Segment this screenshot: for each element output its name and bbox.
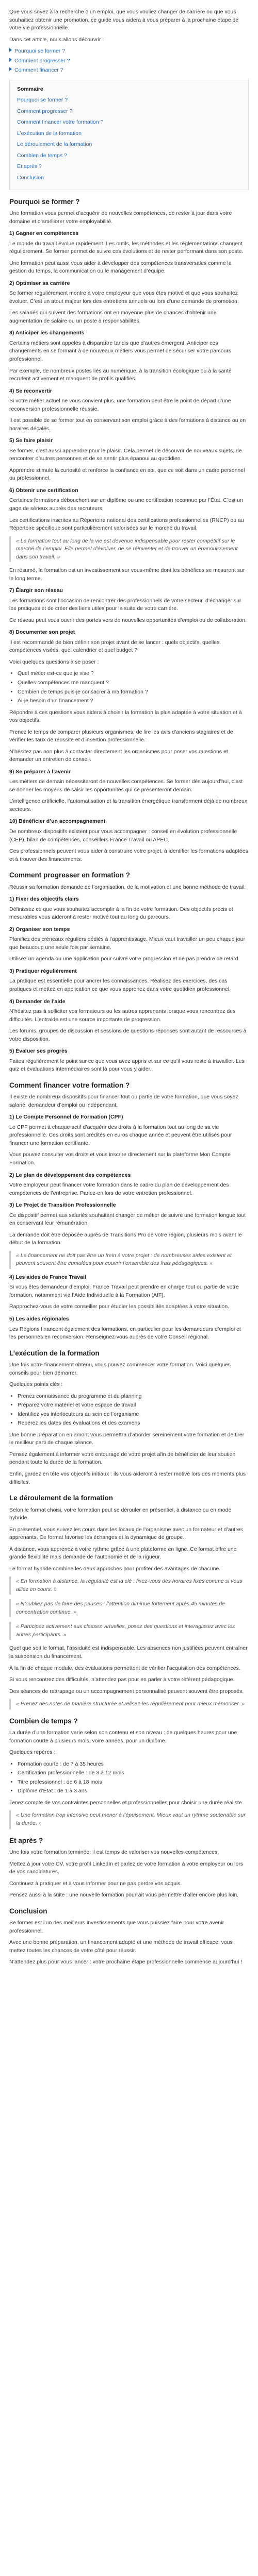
paragraph: Continuez à pratiquer et à vous informer pour ne pas perdre vos acquis. [9,1880,182,1887]
paragraph: Planifiez des créneaux réguliers dédiés à l’apprentissage. Mieux vaut travailler un peu chaque jour que beaucoup une seule fois par semaine. [9,936,246,951]
intro-paragraph: Que vous soyez à la recherche d’un emploi, que vous vouliez changer de carrière ou que vous souhaitiez obtenir une promotion, ce guide vous aidera à vous préparer à la prochaine étape de votre vie professionnelle. [9,9,239,31]
section-heading: Et après ? [9,1836,43,1844]
list-item: • Repérez les dates des évaluations et des examens [18,1419,249,1428]
triangle-icon [9,48,12,52]
paragraph: Les salariés qui suivent des formations ont en moyenne plus de chances d’obtenir une augmentation de salaire ou un poste à responsabilités. [9,310,217,324]
section-heading: Pourquoi se former ? [9,197,80,206]
list-item: • Combien de temps puis-je consacrer à ma formation ? [18,688,249,697]
paragraph: Utilisez un agenda ou une application pour suivre votre progression et ne pas prendre de retard. [9,956,240,962]
subheading: 3) Anticiper les changements [9,330,85,336]
paragraph: Se former régulièrement montre à votre employeur que vous êtes motivé et que vous souhaitez évoluer. C’est un atout majeur lors des entretiens annuels ou lors d’une demande de promotion. [9,290,239,304]
toc-link[interactable]: Comment financer votre formation ? [17,119,104,126]
list-item: • Identifiez vos interlocuteurs au sein de l’organisme [18,1411,249,1419]
section-heading: L’exécution de la formation [9,1349,100,1357]
paragraph: La durée d’une formation varie selon son contenu et son niveau : de quelques heures pour une formation courte à plusieurs mois, voire années, pour un diplôme. [9,1730,237,1744]
paragraph: Ces professionnels peuvent vous aider à construire votre projet, à identifier les formations adaptées et à trouver des financements. [9,848,248,862]
subheading: 8) Documenter son projet [9,629,75,636]
list-item: • Diplôme d’État : de 1 à 3 ans [18,1787,249,1795]
paragraph: Il existe de nombreux dispositifs pour financer tout ou partie de votre formation, que vous soyez salarié, demandeur d’emploi ou indépendant. [9,1094,238,1108]
subheading: 4) Les aides de France Travail [9,1274,86,1280]
subheading: 7) Élargir son réseau [9,587,63,594]
section-heading: Le déroulement de la formation [9,1494,114,1502]
paragraph: Le format hybride combine les deux approches pour profiter des avantages de chacune. [9,1565,221,1572]
question-link[interactable]: Comment progresser ? [9,57,249,65]
section-heading: Combien de temps ? [9,1717,78,1725]
paragraph: Une bonne préparation en amont vous permettra d’aborder sereinement votre formation et de tirer le meilleur parti de chaque séance. [9,1431,245,1446]
subheading: 2) Organiser son temps [9,926,70,933]
intro-paragraph: Dans cet article, nous allons découvrir : [9,36,104,43]
paragraph: Les Régions financent également des formations, en particulier pour les demandeurs d’emploi et les personnes en reconversion. Renseignez-vous auprès de votre Conseil régional. [9,1326,241,1341]
subheading: 3) Le Projet de Transition Professionnelle [9,1202,116,1209]
paragraph: De nombreux dispositifs existent pour vous accompagner : conseil en évolution professionnelle (CEP), bilan de compétences, conseillers France Travail ou APEC. [9,828,237,843]
paragraph: Les formations sont l’occasion de rencontrer des professionnels de votre secteur, d’échanger sur les pratiques et de créer des liens utiles pour la suite de votre carrière. [9,597,241,612]
bullet-list [9,1393,249,1428]
list-item: • Ai-je besoin d’un financement ? [18,697,249,705]
paragraph: Les métiers de demain nécessiteront de nouvelles compétences. Se former dès aujourd’hui, c’est se donner les moyens de saisir les opportunités qui se présenteront demain. [9,778,243,793]
list-item: • Titre professionnel : de 6 à 18 mois [18,1778,249,1787]
blockquote: « N’oubliez pas de faire des pauses : l’attention diminue fortement après 45 minutes de concentration continue. » [9,1599,249,1617]
paragraph: Des séances de rattrapage ou un accompagnement personnalisé peuvent souvent être proposés. [9,1688,244,1694]
paragraph: Quel que soit le format, l’assiduité est indispensable. Les absences non justifiées peuvent entraîner la suspension du financement. [9,1645,248,1660]
paragraph: Par exemple, de nombreux postes liés au numérique, à la transition écologique ou à la santé recrutent activement et manquent de profils qualifiés. [9,367,232,382]
list-item: • Préparez votre matériel et votre espace de travail [18,1401,249,1410]
toc-title: Sommaire [17,86,43,92]
question-list [9,47,249,75]
paragraph: Apprendre stimule la curiosité et renforce la confiance en soi, que ce soit dans un cadre personnel ou professionnel. [9,467,245,482]
toc-link[interactable]: Le déroulement de la formation [17,141,92,148]
paragraph: Votre employeur peut financer votre formation dans le cadre du plan de développement des compétences de l’entreprise. Parlez-en lors de votre entretien professionnel. [9,1182,229,1196]
paragraph: L’intelligence artificielle, l’automatisation et la transition énergétique transforment déjà de nombreux secteurs. [9,798,248,812]
subheading: 6) Obtenir une certification [9,487,78,494]
paragraph: N’attendez plus pour vous lancer : votre prochaine étape professionnelle commence aujourd’hui ! [9,1959,243,1965]
subheading: 2) Optimiser sa carrière [9,280,70,286]
paragraph: En résumé, la formation est un investissement sur vous-même dont les bénéfices se mesurent sur le long terme. [9,567,245,582]
paragraph: Vous pouvez consulter vos droits et vous inscrire directement sur la plateforme Mon Compte Formation. [9,1151,231,1166]
paragraph: Réussir sa formation demande de l’organisation, de la motivation et une bonne méthode de travail. [9,884,246,890]
paragraph: Le CPF permet à chaque actif d’acquérir des droits à la formation tout au long de sa vie professionnelle. Ces droits sont crédités en euros chaque année et peuvent être utilisés pour financer une formation certifiante. [9,1124,232,1146]
paragraph: Les certifications inscrites au Répertoire national des certifications professionnelles (RNCP) ou au Répertoire spécifique sont particulièrement valorisées sur le marché du travail. [9,517,244,532]
list-item: • Quelles compétences me manquent ? [18,679,249,687]
paragraph: Ce dispositif permet aux salariés souhaitant changer de métier de suivre une formation longue tout en conservant leur rémunération. [9,1212,246,1227]
paragraph: Une formation peut aussi vous aider à développer des compétences transversales comme la gestion du temps, la communication ou le management d’équipe. [9,260,232,275]
subheading: 1) Fixer des objectifs clairs [9,896,79,903]
list-item: • Certification professionnelle : de 3 à 12 mois [18,1769,249,1777]
paragraph: Tenez compte de vos contraintes personnelles et professionnelles pour choisir une durée réaliste. [9,1799,244,1806]
triangle-icon [9,67,12,71]
subheading: 5) Les aides régionales [9,1315,69,1322]
paragraph: Ce réseau peut vous ouvrir des portes vers de nouvelles opportunités d’emploi ou de collaboration. [9,617,247,623]
paragraph: N’hésitez pas à solliciter vos formateurs ou les autres apprenants lorsque vous rencontrez des difficultés. L’entraide est une source importante de progression. [9,1008,236,1023]
list-item: • Prenez connaissance du programme et du planning [18,1393,249,1401]
paragraph: Enfin, gardez en tête vos objectifs initiaux : ils vous aideront à rester motivé lors des moments plus difficiles. [9,1470,246,1485]
section-heading: Conclusion [9,1907,47,1915]
section-heading: Comment financer votre formation ? [9,1081,130,1089]
blockquote: « Participez activement aux classes virtuelles, posez des questions et interagissez avec les autres participants. » [9,1622,249,1640]
question-link[interactable]: Pourquoi se former ? [9,47,249,56]
paragraph: Une formation vous permet d’acquérir de nouvelles compétences, de rester à jour dans votre domaine et d’améliorer votre employabilité. [9,210,232,225]
paragraph: Selon le format choisi, votre formation peut se dérouler en présentiel, à distance ou en mode hybride. [9,1506,232,1521]
triangle-icon [9,58,12,62]
toc-link[interactable]: Et après ? [17,163,42,170]
bullet-list [9,1760,249,1795]
paragraph: Certains métiers sont appelés à disparaître tandis que d’autres émergent. Anticiper ces changements en se formant à de nouveaux métiers vous permet de sécuriser votre parcours professionnel. [9,340,232,363]
blockquote: « En formation à distance, la régularité est la clé : fixez-vous des horaires fixes comme si vous alliez en cours. » [9,1577,249,1595]
subheading: 1) Gagner en compétences [9,230,79,237]
paragraph: Pensez aussi à la suite : une nouvelle formation pourrait vous permettre d’aller encore plus loin. [9,1892,239,1899]
subheading: 4) Se reconvertir [9,387,52,394]
list-item: • Formation courte : de 7 à 35 heures [18,1760,249,1769]
blockquote: « Le financement ne doit pas être un frein à votre projet : de nombreuses aides existent et peuvent souvent être cumulées pour couvrir l’ensemble des frais pédagogiques. » [9,1251,249,1269]
paragraph: Répondre à ces questions vous aidera à choisir la formation la plus adaptée à votre situation et à vos objectifs. [9,709,242,724]
paragraph: Il est recommandé de bien définir son projet avant de se lancer : quels objectifs, quelles compétences visées, quel calendrier et quel budget ? [9,639,220,654]
paragraph: Avec une bonne préparation, un financement adapté et une méthode de travail efficace, vous mettez toutes les chances de votre côté pour réussir. [9,1939,233,1954]
subheading: 3) Pratiquer régulièrement [9,968,77,974]
toc-link[interactable]: Combien de temps ? [17,152,67,159]
paragraph: Les forums, groupes de discussion et sessions de questions-réponses sont autant de ressources à votre disposition. [9,1028,247,1042]
paragraph: Quelques points clés : [9,1381,63,1388]
paragraph: À distance, vous apprenez à votre rythme grâce à une plateforme en ligne. Ce format offre une grande flexibilité mais demande de l’autonomie et de la rigueur. [9,1546,237,1561]
paragraph: Si vous rencontrez des difficultés, n’attendez pas pour en parler à votre référent pédagogique. [9,1676,235,1683]
toc-link[interactable]: Conclusion [17,174,44,181]
subheading: 1) Le Compte Personnel de Formation (CPF) [9,1114,123,1121]
blockquote: « Prenez des notes de manière structurée et relisez-les régulièrement pour mieux mémoriser. » [9,1699,249,1709]
question-link[interactable]: Comment financer ? [9,66,249,75]
paragraph: Prenez le temps de comparer plusieurs organismes, de lire les avis d’anciens stagiaires et de vérifier les taux de réussite et d’insertion professionnelle. [9,728,233,743]
paragraph: Se former est l’un des meilleurs investissements que vous puissiez faire pour votre avenir professionnel. [9,1920,224,1934]
toc-link[interactable]: Pourquoi se former ? [17,97,68,104]
paragraph: Il est possible de se former tout en conservant son emploi grâce à des formations à distance ou en horaires décalés. [9,417,246,432]
blockquote: « Une formation trop intensive peut mener à l’épuisement. Mieux vaut un rythme soutenable sur la durée. » [9,1810,249,1828]
toc-link[interactable]: L’exécution de la formation [17,130,82,137]
paragraph: Pensez également à informer votre entourage de votre projet afin de bénéficier de leur soutien pendant toute la durée de la formation. [9,1451,236,1466]
list-item: • Quel métier est-ce que je vise ? [18,670,249,678]
paragraph: Faites régulièrement le point sur ce que vous avez appris et sur ce qu’il vous reste à travailler. Les quiz et évaluations intermédiaires sont là pour vous y aider. [9,1058,245,1073]
subheading: 4) Demander de l’aide [9,998,66,1005]
toc-link[interactable]: Comment progresser ? [17,108,73,114]
blockquote: « La formation tout au long de la vie est devenue indispensable pour rester compétitif sur le marché de l’emploi. Elle permet d’évoluer, de se réinventer et de trouver un épanouissement dans son travail. » [9,536,249,563]
subheading: 2) Le plan de développement des compétences [9,1172,131,1178]
section-heading: Comment progresser en formation ? [9,871,131,879]
subheading: 10) Bénéficier d’un accompagnement [9,818,106,825]
table-of-contents [9,80,249,190]
paragraph: Se former, c’est aussi apprendre pour le plaisir. Cela permet de découvrir de nouveaux sujets, de rencontrer d’autres personnes et de se sentir plus épanoui au quotidien. [9,447,242,462]
paragraph: Quelques repères : [9,1749,56,1756]
bullet-list [9,670,249,705]
paragraph: Une fois votre formation terminée, il est temps de valoriser vos nouvelles compétences. [9,1849,219,1856]
paragraph: La pratique est essentielle pour ancrer les connaissances. Réalisez des exercices, des cas pratiques et mettez en application ce que vous apprenez dans votre quotidien professionnel. [9,978,231,992]
subheading: 9) Se préparer à l’avenir [9,768,71,775]
paragraph: Définissez ce que vous souhaitez accomplir à la fin de votre formation. Des objectifs précis et mesurables vous aideront à rester motivé tout au long du parcours. [9,906,233,921]
paragraph: À la fin de chaque module, des évaluations permettent de vérifier l’acquisition des compétences. [9,1665,240,1671]
paragraph: Si vous êtes demandeur d’emploi, France Travail peut prendre en charge tout ou partie de votre formation, notamment via l’Aide Individuelle à la Formation (AIF). [9,1284,239,1298]
subheading: 5) Se faire plaisir [9,437,53,444]
paragraph: Mettez à jour votre CV, votre profil LinkedIn et parlez de votre formation à votre employeur ou lors de vos candidatures. [9,1860,244,1875]
paragraph: Voici quelques questions à se poser : [9,658,99,665]
paragraph: La demande doit être déposée auprès de Transitions Pro de votre région, plusieurs mois avant le début de la formation. [9,1231,242,1246]
paragraph: Le monde du travail évolue rapidement. Les outils, les méthodes et les réglementations changent régulièrement. Se former permet de suivre ces évolutions et de rester performant dans son poste. [9,240,244,255]
paragraph: Rapprochez-vous de votre conseiller pour étudier les possibilités adaptées à votre situation. [9,1303,230,1310]
paragraph: Certaines formations débouchent sur un diplôme ou une certification reconnue par l’État. C’est un gage de sérieux auprès des recruteurs. [9,497,243,512]
subheading: 5) Évaluer ses progrès [9,1048,68,1055]
paragraph: Si votre métier actuel ne vous convient plus, une formation peut être le point de départ d’une reconversion professionnelle réussie. [9,398,231,412]
paragraph: Une fois votre financement obtenu, vous pouvez commencer votre formation. Voici quelques conseils pour bien démarrer. [9,1362,231,1376]
paragraph: En présentiel, vous suivez les cours dans les locaux de l’organisme avec un formateur et d’autres apprenants. Ce format favorise les échanges et la dynamique de groupe. [9,1526,243,1541]
paragraph: N’hésitez pas non plus à contacter directement les organismes pour poser vos questions et demander un entretien de conseil. [9,748,228,763]
